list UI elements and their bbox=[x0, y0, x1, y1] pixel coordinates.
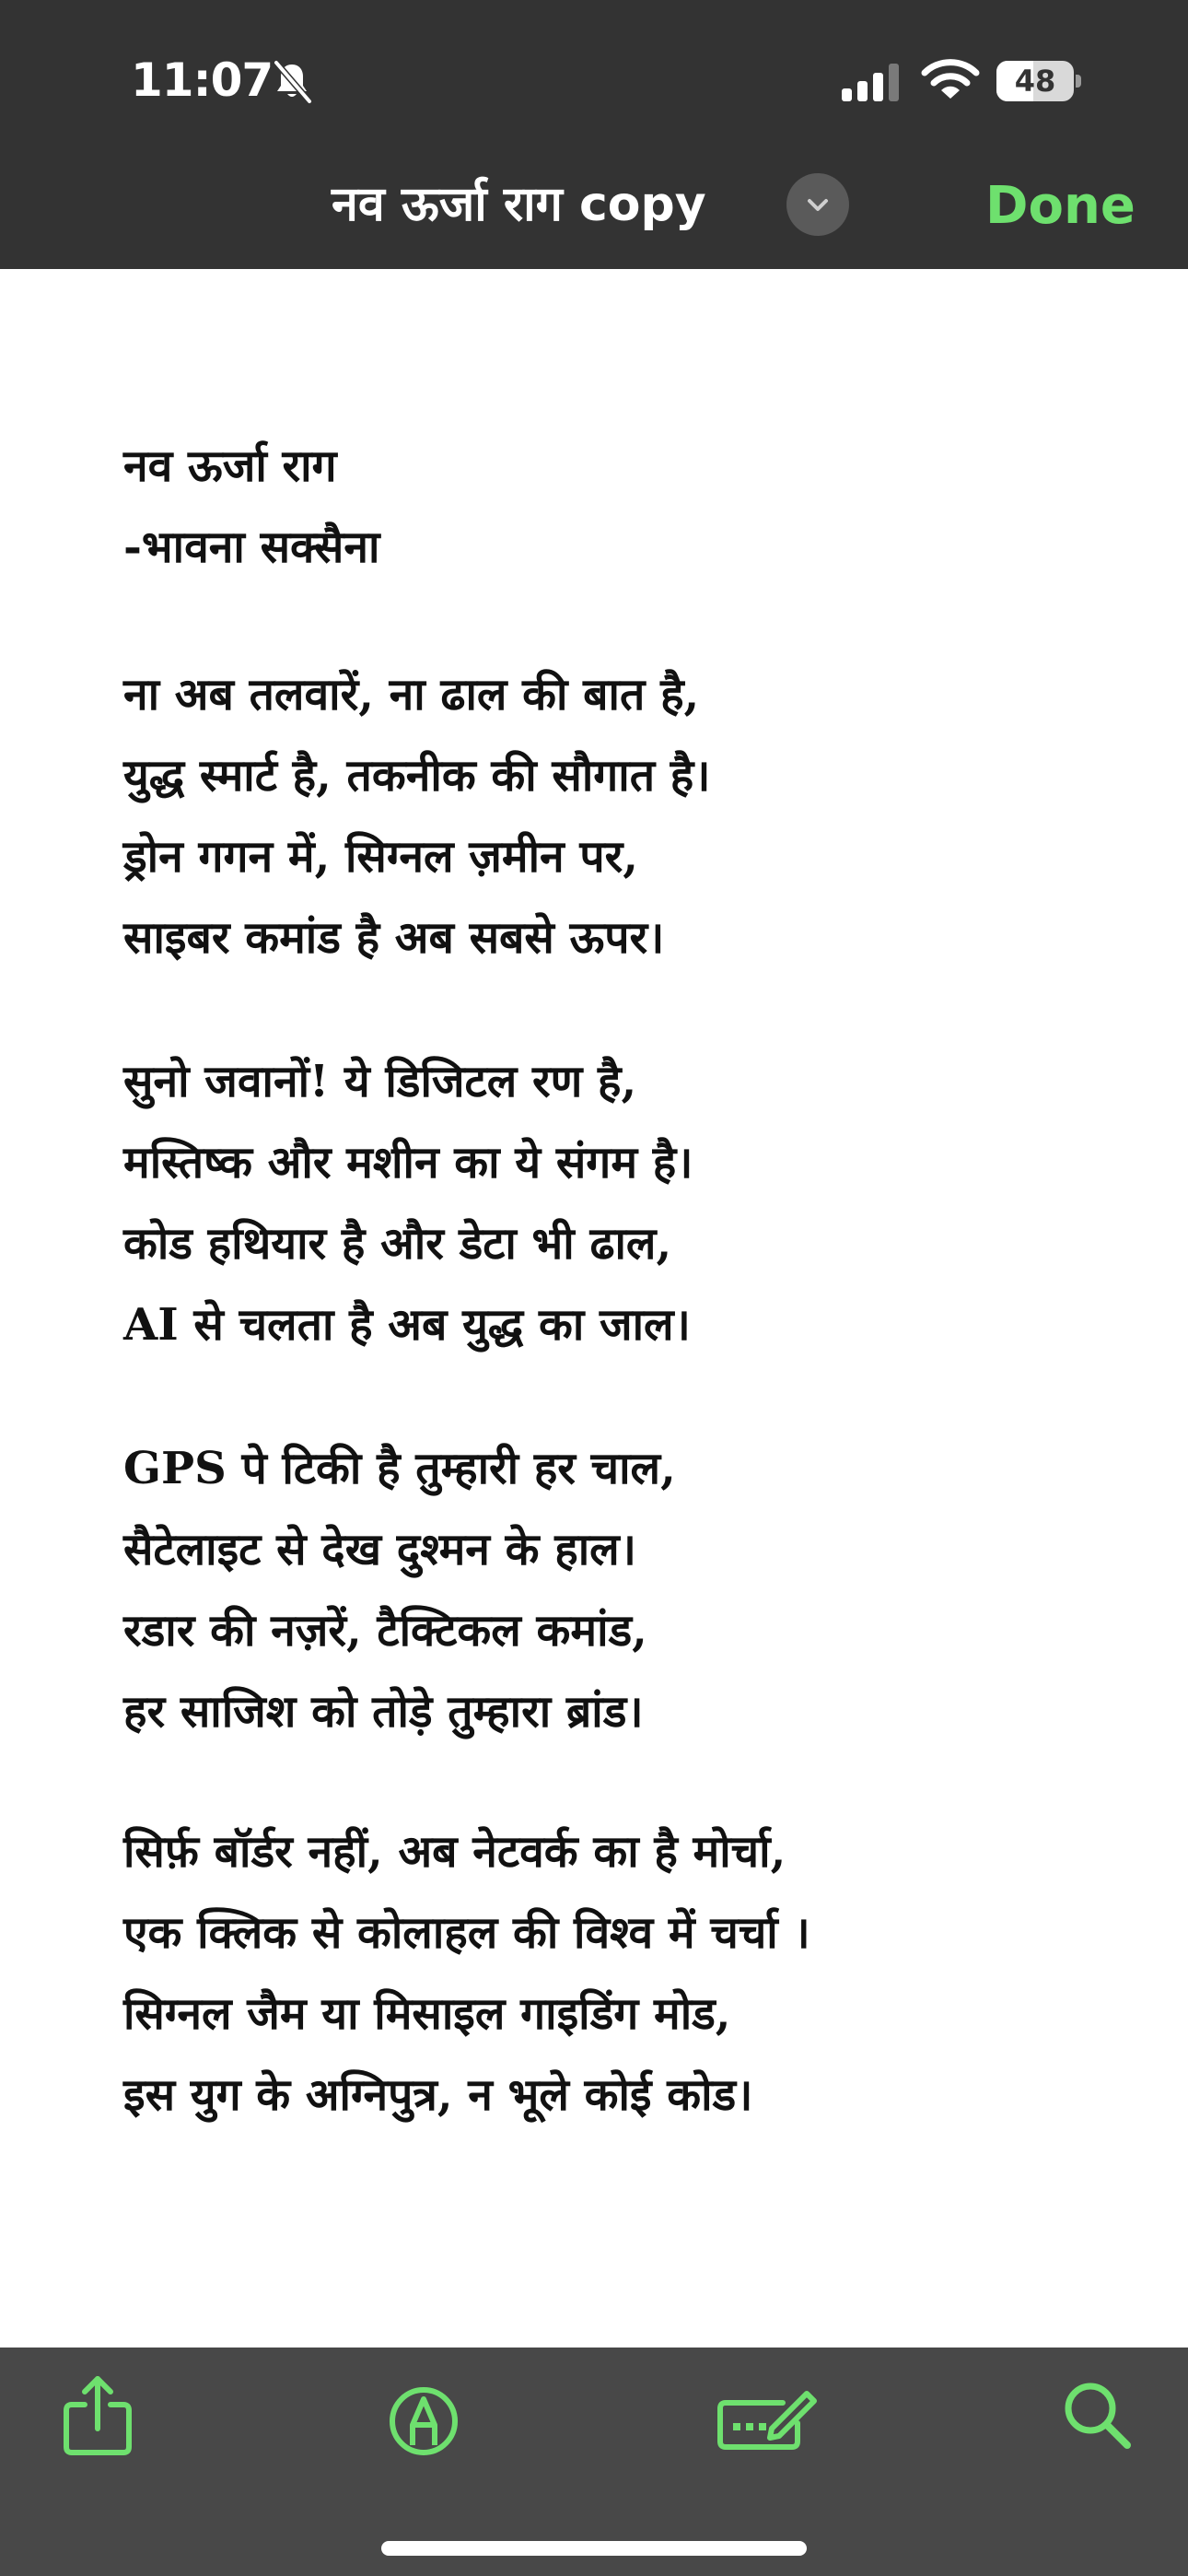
stanza-1 bbox=[123, 654, 1118, 978]
poem-line: इस युग के अग्निपुत्र, न भूले कोई कोड। bbox=[123, 2069, 753, 2121]
search-icon bbox=[1052, 2368, 1144, 2460]
poem-line: मस्तिष्क और मशीन का ये संगम है। bbox=[123, 1137, 693, 1188]
poem-line: सैटेलाइट से देख दुश्मन के हाल। bbox=[123, 1524, 636, 1575]
poem-line: कोड हथियार है और डेटा भी ढाल, bbox=[123, 1218, 672, 1270]
cellular-signal-icon bbox=[840, 63, 903, 101]
markup-pen-icon bbox=[378, 2368, 470, 2460]
signature-icon bbox=[709, 2368, 820, 2460]
bell-slash-icon bbox=[267, 57, 317, 107]
poem-line: हर साजिश को तोड़े तुम्हारा ब्रांड। bbox=[123, 1686, 644, 1738]
poem-line: रडार की नज़रें, टैक्टिकल कमांड, bbox=[123, 1605, 647, 1657]
done-button[interactable]: Done bbox=[985, 176, 1136, 236]
battery-indicator bbox=[996, 61, 1081, 101]
poem-line: GPS पे टिकी है तुम्हारी हर चाल, bbox=[123, 1443, 676, 1494]
poem-author: -भावना सक्सैना bbox=[123, 521, 380, 573]
share-button[interactable] bbox=[52, 2368, 144, 2460]
poem-line: सिर्फ़ बॉर्डर नहीं, अब नेटवर्क का है मोर्चा, bbox=[123, 1826, 786, 1878]
wifi-icon bbox=[921, 57, 980, 101]
home-indicator[interactable] bbox=[381, 2541, 807, 2556]
poem-line: ना अब तलवारें, ना ढाल की बात है, bbox=[123, 669, 700, 720]
poem-line: युद्ध स्मार्ट है, तकनीक की सौगात है। bbox=[123, 750, 711, 802]
stanza-4 bbox=[123, 1811, 1118, 2136]
status-time: 11:07 bbox=[131, 53, 274, 107]
stanza-3 bbox=[123, 1428, 1118, 1752]
poem-title: नव ऊर्जा राग bbox=[123, 440, 337, 492]
poem-line: ड्रोन गगन में, सिग्नल ज़मीन पर, bbox=[123, 831, 638, 883]
chevron-down-icon bbox=[803, 190, 833, 219]
poem-line: साइबर कमांड है अब सबसे ऊपर। bbox=[123, 912, 665, 964]
poem-title-block bbox=[123, 426, 1118, 588]
share-icon bbox=[52, 2368, 144, 2460]
poem-line: एक क्लिक से कोलाहल की विश्व में चर्चा । bbox=[123, 1907, 810, 1959]
title-menu-button[interactable] bbox=[786, 173, 849, 236]
poem-line: सिग्नल जैम या मिसाइल गाइडिंग मोड, bbox=[123, 1988, 731, 2040]
document-page bbox=[0, 269, 1188, 2348]
navigation-bar bbox=[0, 0, 1188, 269]
document-title[interactable]: नव ऊर्जा राग copy bbox=[332, 177, 706, 232]
poem-line: AI से चलता है अब युद्ध का जाल। bbox=[123, 1299, 691, 1351]
battery-percentage: 48 bbox=[1014, 64, 1056, 99]
stanza-2 bbox=[123, 1041, 1118, 1365]
poem-line: सुनो जवानों! ये डिजिटल रण है, bbox=[123, 1056, 637, 1107]
markup-button[interactable] bbox=[378, 2368, 470, 2460]
signature-button[interactable] bbox=[709, 2368, 820, 2460]
search-button[interactable] bbox=[1052, 2368, 1144, 2460]
